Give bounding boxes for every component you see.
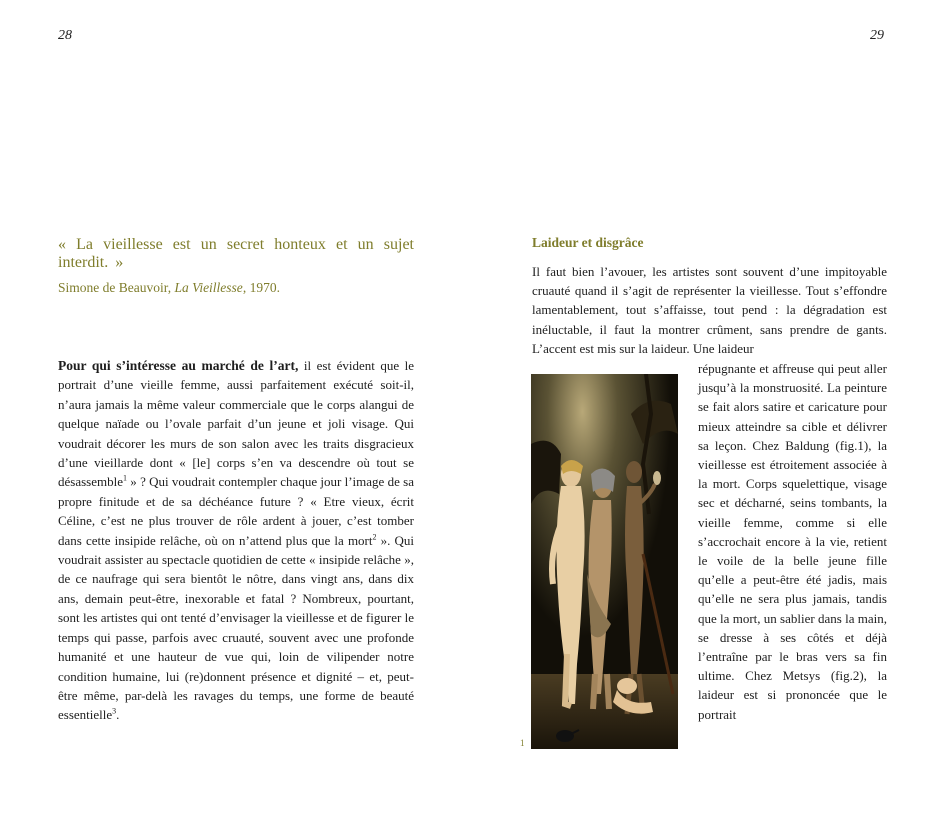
body-text-2: » ? Qui voudrait contempler chaque jour l’image de sa propre finitude et de sa déchéance future ? « Etre vieux, écrit Céline, c’est ne plus trouver de rôle ardent à jouer, c’est tomber dans cette insipide relâche, où on n’attend plus que la mort: [58, 474, 414, 548]
figure-number: 1: [520, 738, 525, 748]
page-number-left: 28: [58, 28, 72, 43]
painting-illustration: [531, 374, 678, 749]
body-text-4: .: [116, 707, 120, 723]
body-text-3: ». Qui voudrait assister au spectacle quotidien de cette « insipide relâche », de ce naufrage qui sera bientôt le nôtre, dans vingt ans, dans dix ans, demain peut-être, inexorable et fatal ? Nombreux, pourtant, sont les artistes qui ont tenté d’envisager la vieillesse et de figurer le temps qui passe, parfois avec cruauté, souvent avec une profonde humanité et une hauteur de vue qui, loin de vilipender notre condition humaine, lui (re)donnent présence et dignité – et, peut-être même, par-delà les ravages du temps, une forme de beauté essentielle: [58, 532, 414, 723]
footnote-ref-2[interactable]: 2: [372, 532, 377, 542]
epigraph-year: , 1970.: [242, 280, 280, 295]
body-text-1: il est évident que le portrait d’une vieille femme, aussi parfaitement exécuté soit-il, n’aura jamais la même valeur commerciale que le corps alangui de quelque naïade ou l’ovale parfait d’un jeune et joli visage. Qui voudrait décorer les murs de son salon avec les traits disgracieux d’une vieillarde dont « [le] corps s’en va descendre où tout se désassemble: [58, 358, 414, 490]
epigraph-author: Simone de Beauvoir,: [58, 280, 175, 295]
left-body-paragraph: [58, 356, 414, 725]
right-body-column: répugnante et affreuse qui peut aller jusqu’à la monstruosité. La peinture se fait alors satire et caricature pour mieux atteindre sa cible et délivrer sa leçon. Chez Baldung (fig.1), la vieillesse est étroitement associée à la mort. Corps squelettique, visage sec et décharné, seins tombants, la vieille femme, comme si elle s’accrochait encore à la vie, retient le voile de la belle jeune fille qu’elle a peut-être été jadis, mais qu’elle ne sera plus jamais, tandis que la mort, un sablier dans la main, se dresse à ses côtés et déjà l’entraîne par le bras vers sa fin ultime. Chez Metsys (fig.2), la laideur est si prononcée que le portrait: [698, 361, 887, 722]
footnote-ref-3[interactable]: 3: [112, 706, 117, 716]
epigraph: [58, 236, 414, 296]
page-number-right: 29: [870, 28, 884, 43]
epigraph-source: [58, 280, 414, 296]
epigraph-quote: « La vieillesse est un secret honteux et un sujet interdit. »: [58, 236, 414, 271]
right-body-intro: Il faut bien l’avouer, les artistes sont souvent d’une impitoyable cruauté quand il s’agit de représenter la vieillesse. Tout s’effondre lamentablement, tout s’affaisse, tout pend : la dégradation est inéluctable, il faut la montrer crûment, sans prendre de gants. L’accent est mis sur la laideur. Une laideur: [532, 264, 887, 356]
lead-in: Pour qui s’intéresse au marché de l’art,: [58, 358, 299, 373]
figure-painting: [531, 374, 678, 749]
section-title: Laideur et disgrâce: [532, 235, 644, 250]
epigraph-work-title: La Vieillesse: [174, 280, 243, 295]
footnote-ref-1[interactable]: 1: [122, 474, 127, 484]
